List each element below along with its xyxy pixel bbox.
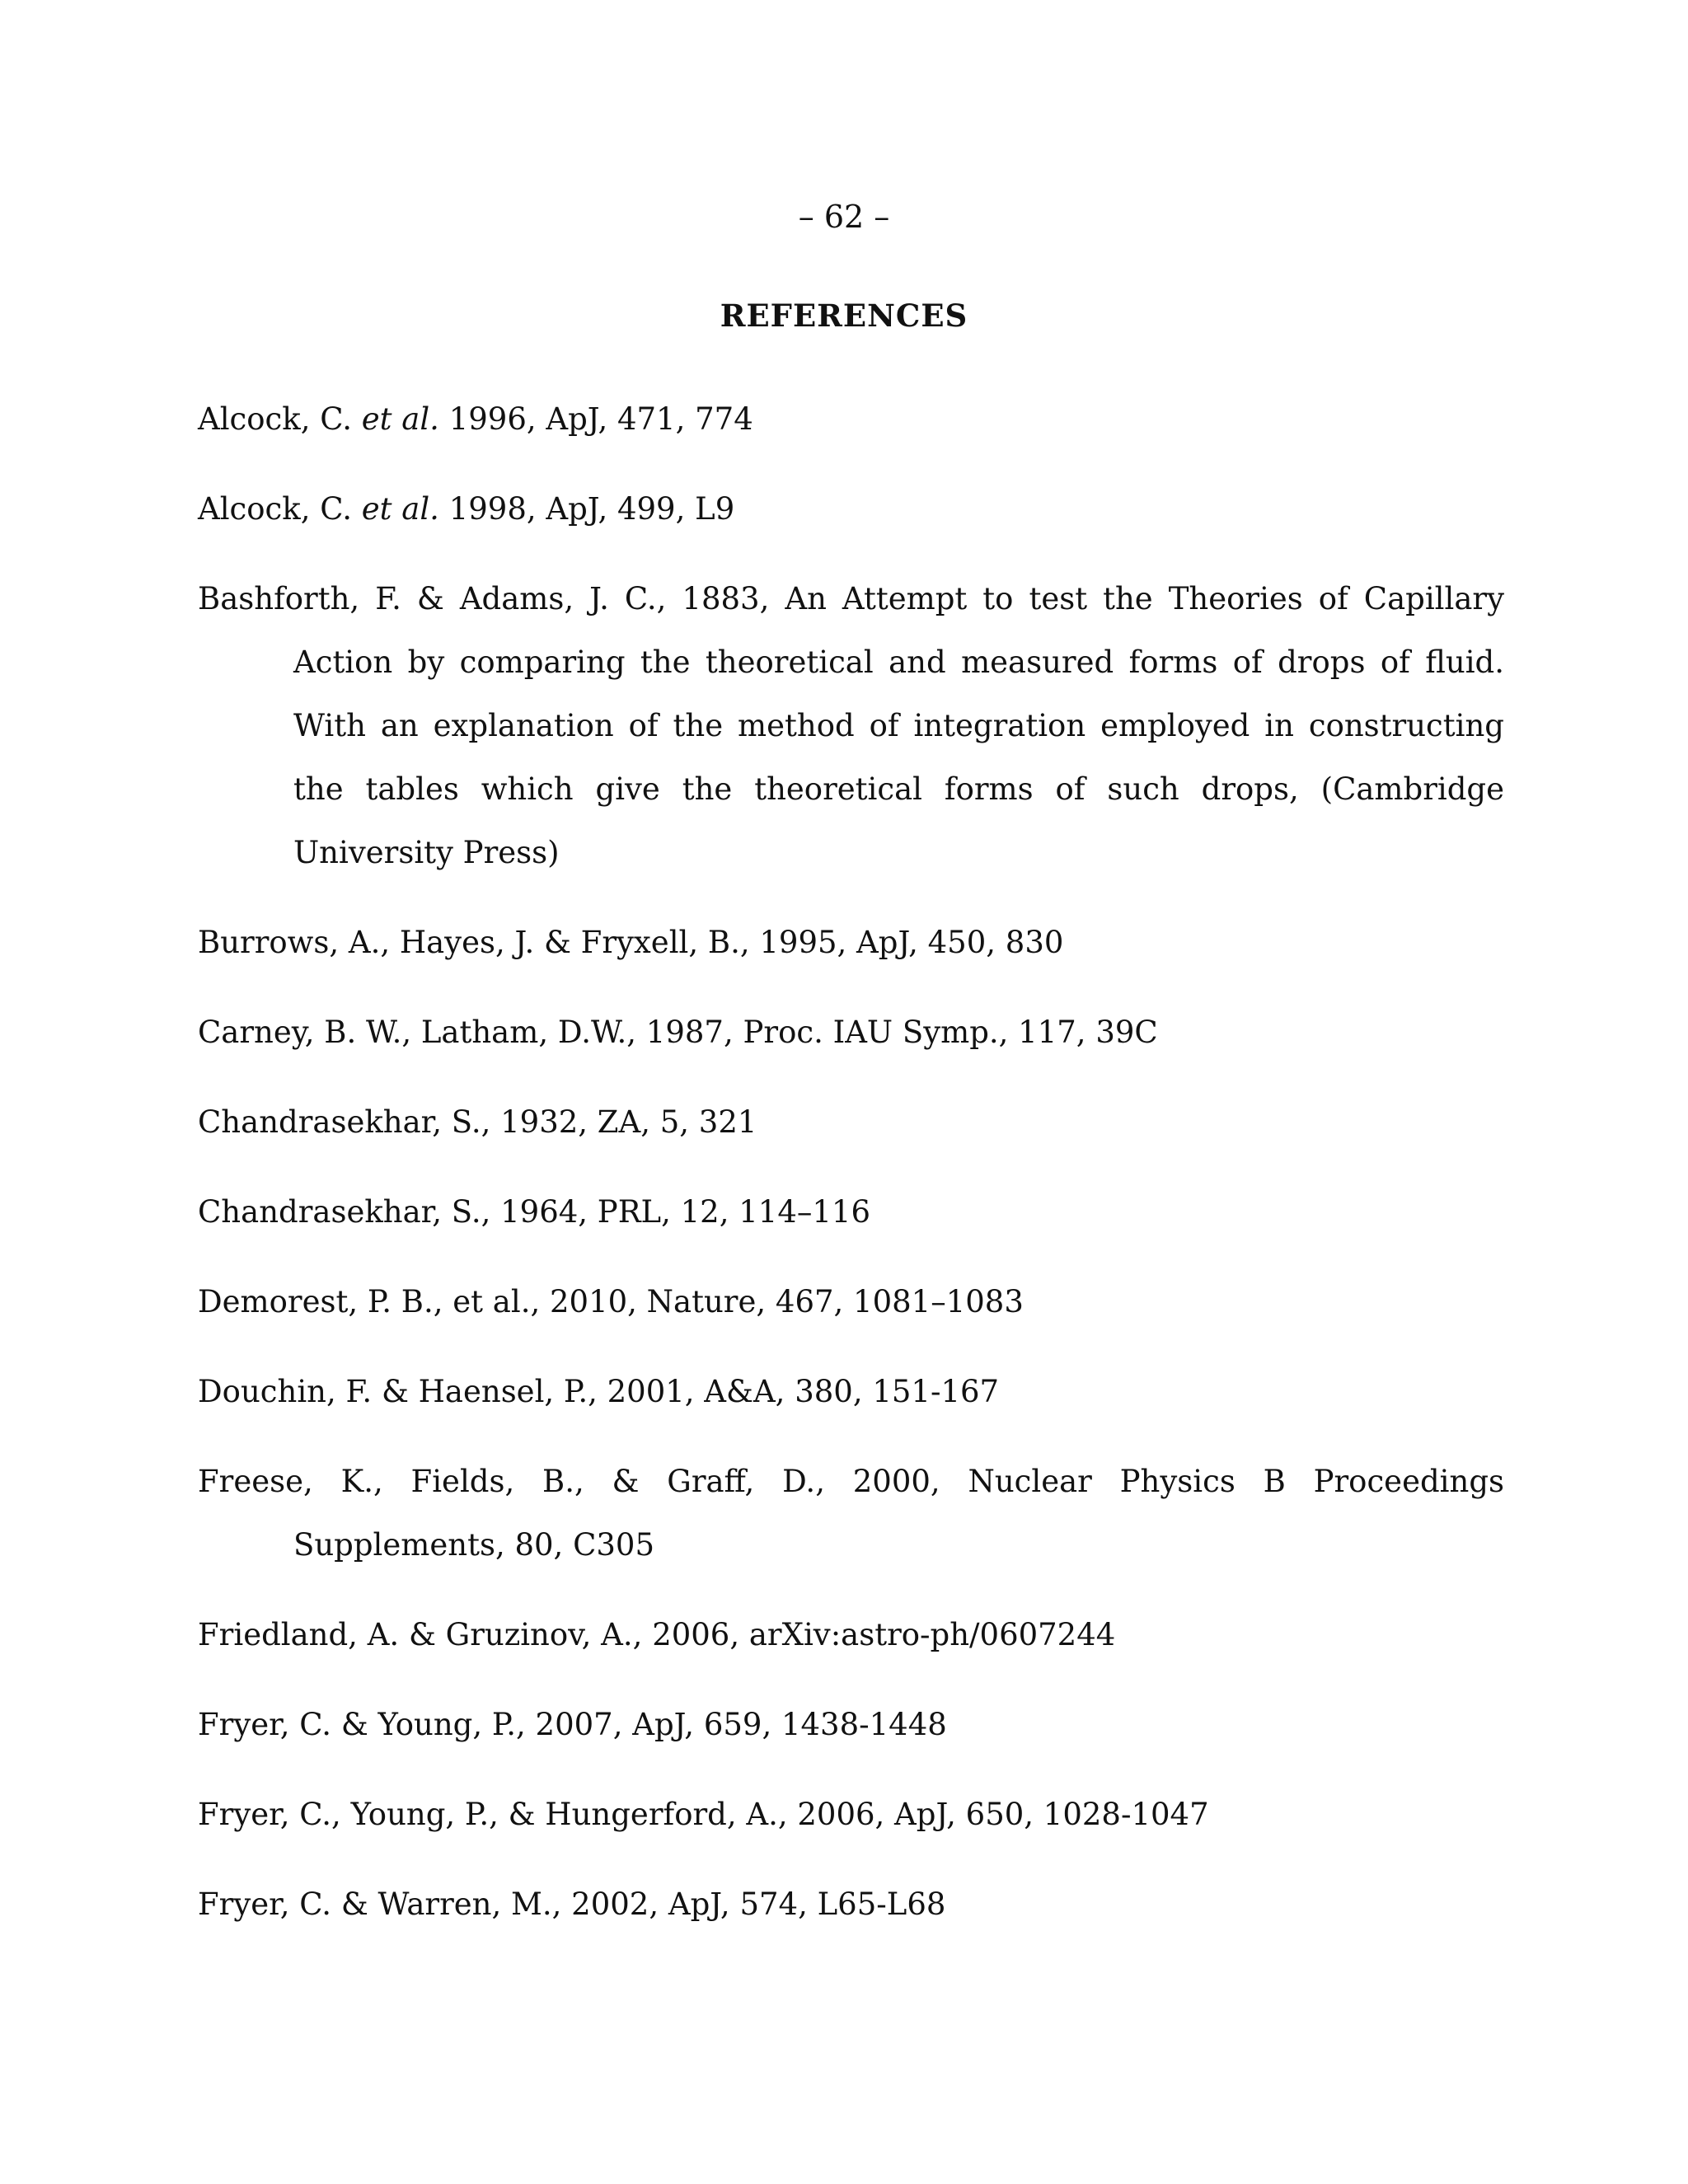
reference-details: 1998, ApJ, 499, L9 bbox=[448, 491, 735, 527]
reference-item: Fryer, C. & Warren, M., 2002, ApJ, 574, L65-L68 bbox=[198, 1886, 946, 1922]
reference-item: Bashforth, F. & Adams, J. C., 1883, An Attempt to test the Theories of Capillary Action by comparing the theoretical and measured forms of drops of fluid. With an explanation of the method of integration employed in constructing the tables which give the theoretical forms of such drops, (Cambridge University Press) bbox=[198, 581, 1504, 870]
reference-item bbox=[198, 477, 1504, 541]
reference-author: Alcock, C. bbox=[198, 491, 352, 527]
reference-details: 1996, ApJ, 471, 774 bbox=[448, 401, 753, 437]
reference-item bbox=[198, 387, 1504, 451]
reference-item: Fryer, C. & Young, P., 2007, ApJ, 659, 1438-1448 bbox=[198, 1707, 947, 1742]
reference-item: Freese, K., Fields, B., & Graff, D., 2000, Nuclear Physics B Proceedings Supplements, 80, C305 bbox=[198, 1464, 1504, 1563]
reference-item: Demorest, P. B., et al., 2010, Nature, 467, 1081–1083 bbox=[198, 1284, 1024, 1319]
reference-item: Chandrasekhar, S., 1932, ZA, 5, 321 bbox=[198, 1104, 757, 1140]
reference-item: Carney, B. W., Latham, D.W., 1987, Proc. IAU Symp., 117, 39C bbox=[198, 1015, 1158, 1050]
reference-item: Burrows, A., Hayes, J. & Fryxell, B., 1995, ApJ, 450, 830 bbox=[198, 925, 1064, 960]
reference-item: Douchin, F. & Haensel, P., 2001, A&A, 380, 151-167 bbox=[198, 1374, 1000, 1409]
reference-item: Friedland, A. & Gruzinov, A., 2006, arXiv:astro-ph/0607244 bbox=[198, 1617, 1116, 1652]
reference-etal: et al. bbox=[361, 401, 439, 437]
section-title: REFERENCES bbox=[720, 298, 968, 334]
reference-author: Alcock, C. bbox=[198, 401, 352, 437]
reference-item: Chandrasekhar, S., 1964, PRL, 12, 114–116 bbox=[198, 1194, 870, 1230]
reference-list bbox=[198, 387, 1504, 1962]
reference-etal: et al. bbox=[361, 491, 439, 527]
page-number: – 62 – bbox=[798, 199, 890, 235]
reference-item: Fryer, C., Young, P., & Hungerford, A., 2006, ApJ, 650, 1028-1047 bbox=[198, 1797, 1209, 1832]
